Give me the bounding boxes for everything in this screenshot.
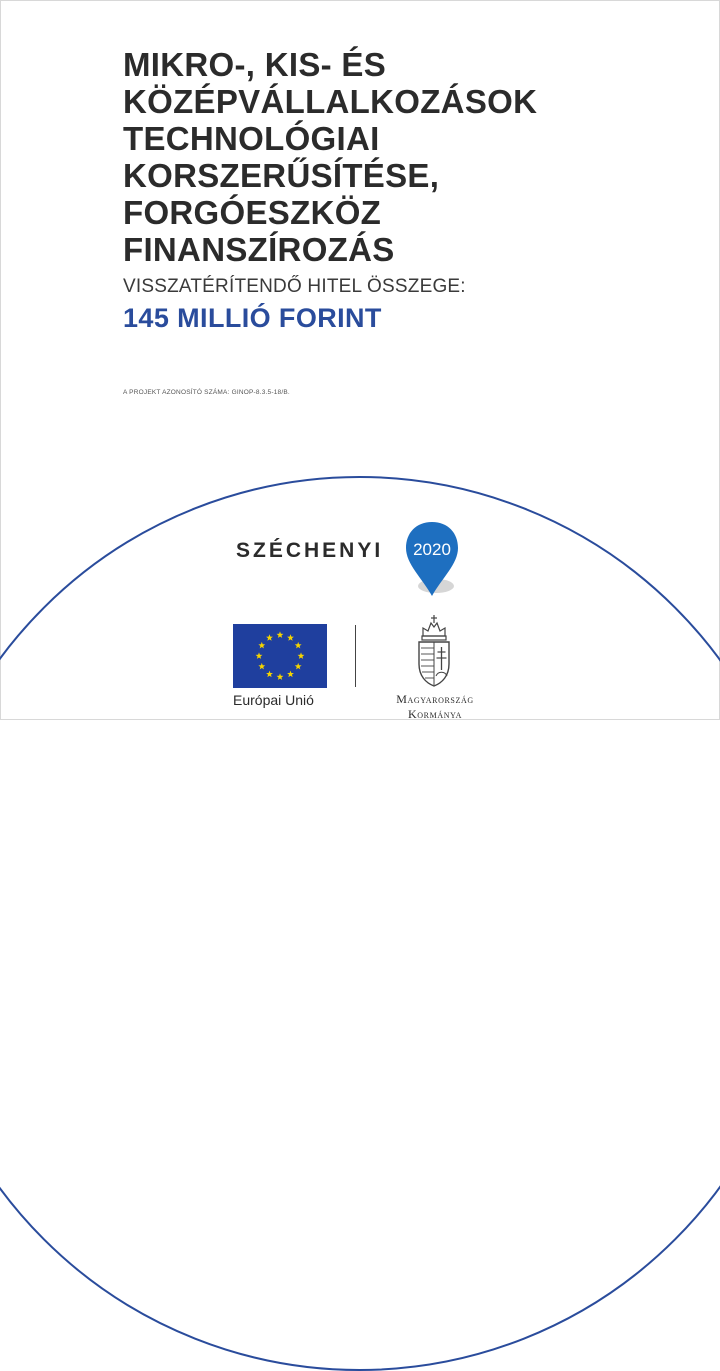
eu-flag-icon [233,624,327,688]
government-name-line-1: Magyarország [396,692,474,706]
poster-title [123,46,643,268]
loan-subtitle: VISSZATÉRÍTENDŐ HITEL ÖSSZEGE: [123,276,466,297]
title-line-3: TECHNOLÓGIAI [123,120,380,157]
eu-label: Európai Unió [233,692,314,708]
logo-circle [0,476,720,1371]
szechenyi-logo [236,520,486,605]
hungary-coat-of-arms-icon [414,614,454,688]
loan-amount: 145 MILLIÓ FORINT [123,303,382,333]
logo-divider [355,625,356,687]
szechenyi-year: 2020 [413,540,451,559]
title-line-2: KÖZÉPVÁLLALKOZÁSOK [123,83,538,120]
title-line-4: KORSZERŰSÍTÉSE, [123,157,440,194]
szechenyi-pin-icon [402,520,462,602]
title-line-1: MIKRO-, KIS- ÉS [123,46,387,83]
title-line-6: FINANSZÍROZÁS [123,231,395,268]
project-id: A PROJEKT AZONOSÍTÓ SZÁMA: GINOP-8.3.5-18/B. [123,389,290,396]
szechenyi-wordmark: SZÉCHENYI [236,539,384,562]
government-name-line-2: Kormánya [408,707,462,721]
title-line-5: FORGÓESZKÖZ [123,194,382,231]
